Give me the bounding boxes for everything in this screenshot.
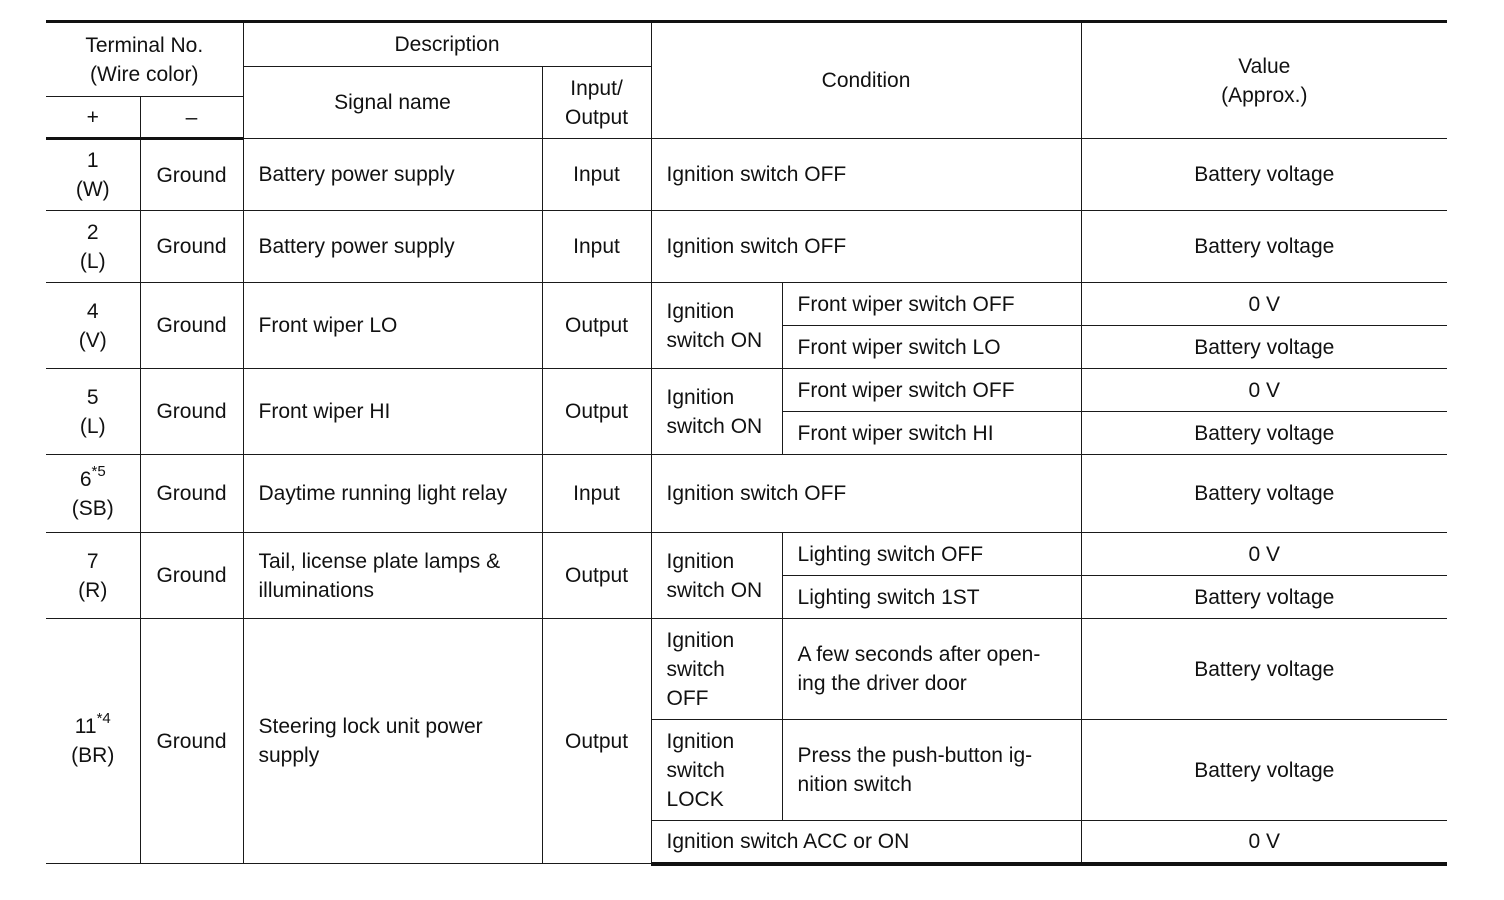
signal-name-line-1: Tail, license plate lamps &	[258, 549, 501, 573]
condition-cell: Ignition switch OFF	[651, 455, 1081, 533]
value-cell: 0 V	[1081, 369, 1447, 412]
io-cell: Output	[542, 283, 651, 369]
condition-prefix-line-2: switch	[666, 758, 725, 782]
condition-cell: Ignition switch OFF	[651, 139, 1081, 211]
ground-cell: Ground	[140, 455, 243, 533]
sub-condition-cell: Front wiper switch OFF	[782, 283, 1081, 326]
wire-color: (L)	[79, 249, 106, 273]
terminal-cell	[46, 211, 140, 283]
footnote-mark: *4	[96, 710, 111, 727]
ground-cell: Ground	[140, 619, 243, 864]
table-row	[46, 211, 1447, 283]
signal-name-cell: Front wiper HI	[243, 369, 542, 455]
wire-color-label: (Wire color)	[90, 62, 199, 86]
terminal-number: 4	[86, 299, 99, 323]
terminal-number: 5	[86, 385, 99, 409]
input-output-label-2: Output	[564, 105, 629, 129]
condition-prefix-line-2: switch ON	[666, 578, 763, 602]
table-row	[46, 369, 1447, 412]
io-cell: Output	[542, 533, 651, 619]
terminal-cell	[46, 455, 140, 533]
terminal-number: 1	[86, 149, 99, 172]
condition-prefix-line-1: Ignition	[666, 385, 735, 409]
sub-condition-line-1: A few seconds after open-	[797, 643, 1041, 666]
ground-cell: Ground	[140, 533, 243, 619]
condition-prefix-line-1: Ignition	[666, 299, 735, 323]
signal-name-line-2: illuminations	[258, 578, 375, 602]
terminal-no-header	[46, 22, 243, 97]
value-header	[1081, 22, 1447, 139]
condition-prefix-line-1: Ignition	[666, 628, 735, 652]
table-row	[46, 455, 1447, 533]
signal-name-cell: Front wiper LO	[243, 283, 542, 369]
io-cell: Output	[542, 369, 651, 455]
sub-condition-cell	[782, 720, 1081, 821]
condition-cell: Ignition switch OFF	[651, 211, 1081, 283]
plus-header: +	[46, 97, 140, 139]
wire-color: (BR)	[71, 744, 115, 767]
terminal-number: 6	[79, 467, 92, 491]
value-cell: 0 V	[1081, 533, 1447, 576]
ground-cell: Ground	[140, 211, 243, 283]
terminal-cell	[46, 369, 140, 455]
signal-name-line-2: supply	[258, 744, 320, 767]
sub-condition-cell	[782, 619, 1081, 720]
condition-prefix-line-3: OFF	[666, 686, 709, 710]
sub-condition-line-1: Press the push-button ig-	[797, 744, 1033, 767]
table-row	[46, 283, 1447, 326]
approx-label: (Approx.)	[1221, 83, 1308, 107]
terminal-number: 7	[86, 549, 99, 573]
sub-condition-line-2: ing the driver door	[797, 672, 967, 695]
condition-prefix-line-3: LOCK	[666, 787, 724, 811]
signal-name-line-1: Steering lock unit power	[258, 715, 483, 738]
condition-prefix-line-1: Ignition	[666, 549, 735, 573]
value-cell: Battery voltage	[1081, 720, 1447, 821]
terminal-table	[46, 20, 1447, 866]
condition-prefix-cell	[651, 720, 782, 821]
condition-prefix-cell	[651, 369, 782, 455]
value-cell: 0 V	[1081, 821, 1447, 864]
terminal-number-line	[46, 462, 140, 494]
terminal-cell	[46, 619, 140, 864]
wire-color: (R)	[78, 578, 108, 602]
sub-condition-cell: Front wiper switch OFF	[782, 369, 1081, 412]
sub-condition-cell: Lighting switch OFF	[782, 533, 1081, 576]
sub-condition-cell: Lighting switch 1ST	[782, 576, 1081, 619]
condition-prefix-line-2: switch	[666, 657, 725, 681]
terminal-no-label: Terminal No.	[85, 33, 204, 57]
signal-name-header: Signal name	[243, 67, 542, 139]
signal-name-cell	[243, 533, 542, 619]
condition-header: Condition	[651, 22, 1081, 139]
terminal-number-line	[46, 712, 140, 741]
sub-condition-cell: Front wiper switch LO	[782, 326, 1081, 369]
io-cell: Output	[542, 619, 651, 864]
value-label: Value	[1238, 54, 1291, 78]
input-output-header	[542, 67, 651, 139]
header-row-1	[46, 22, 1447, 67]
sub-condition-line-2: nition switch	[797, 773, 912, 796]
io-cell: Input	[542, 211, 651, 283]
condition-prefix-line-2: switch ON	[666, 414, 763, 438]
signal-name-cell: Battery power supply	[243, 211, 542, 283]
terminal-number: 11	[74, 715, 97, 738]
signal-name-cell	[243, 619, 542, 864]
table-row	[46, 533, 1447, 576]
ground-cell: Ground	[140, 139, 243, 211]
value-cell: Battery voltage	[1081, 211, 1447, 283]
terminal-cell	[46, 283, 140, 369]
condition-prefix-line-1: Ignition	[666, 729, 735, 753]
minus-header: –	[140, 97, 243, 139]
ground-cell: Ground	[140, 369, 243, 455]
signal-name-cell: Battery power supply	[243, 139, 542, 211]
input-output-label-1: Input/	[570, 76, 623, 100]
ground-cell: Ground	[140, 283, 243, 369]
wire-color: (SB)	[71, 496, 114, 520]
condition-prefix-cell	[651, 283, 782, 369]
footnote-mark: *5	[91, 462, 106, 480]
value-cell: Battery voltage	[1081, 326, 1447, 369]
value-cell: Battery voltage	[1081, 455, 1447, 533]
condition-prefix-line-2: switch ON	[666, 328, 763, 352]
value-cell: Battery voltage	[1081, 412, 1447, 455]
table-row	[46, 139, 1447, 211]
wire-color: (L)	[79, 414, 106, 438]
value-cell: Battery voltage	[1081, 576, 1447, 619]
io-cell: Input	[542, 139, 651, 211]
value-cell: Battery voltage	[1081, 139, 1447, 211]
condition-prefix-cell	[651, 619, 782, 720]
terminal-cell	[46, 533, 140, 619]
sub-condition-cell: Front wiper switch HI	[782, 412, 1081, 455]
value-cell: Battery voltage	[1081, 619, 1447, 720]
wire-color: (W)	[75, 178, 110, 201]
wire-color: (V)	[78, 328, 107, 352]
signal-name-cell: Daytime running light relay	[243, 455, 542, 533]
io-cell: Input	[542, 455, 651, 533]
terminal-cell	[46, 139, 140, 211]
table-row	[46, 619, 1447, 720]
description-header: Description	[243, 22, 651, 67]
value-cell: 0 V	[1081, 283, 1447, 326]
condition-cell: Ignition switch ACC or ON	[651, 821, 1081, 864]
condition-prefix-cell	[651, 533, 782, 619]
terminal-number: 2	[86, 220, 99, 244]
